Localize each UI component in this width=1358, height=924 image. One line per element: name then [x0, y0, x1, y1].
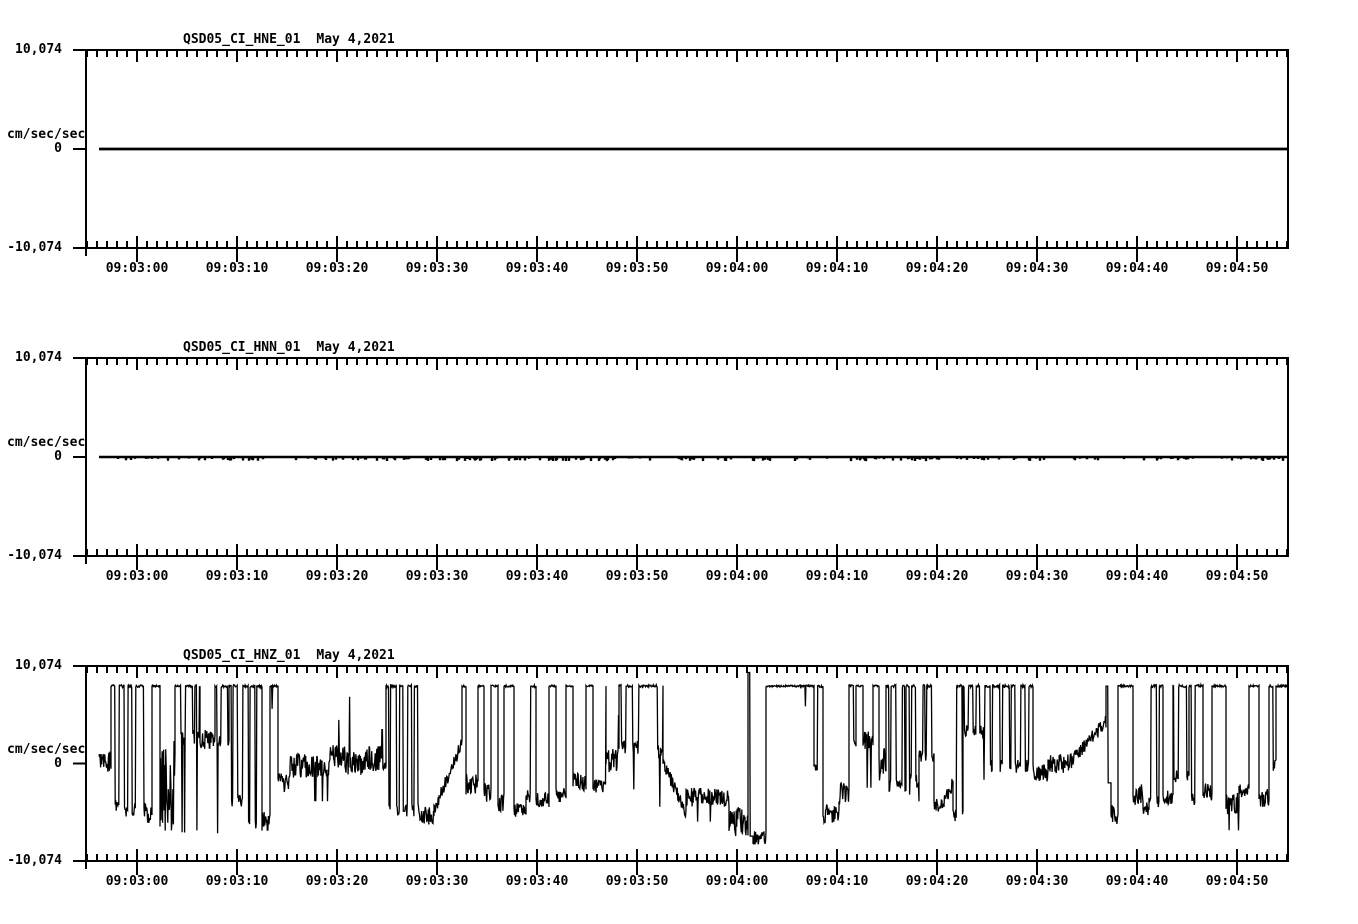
x-tick-label-hnn: 09:03:30	[405, 569, 469, 584]
x-tick-label-hne: 09:03:20	[305, 261, 369, 276]
panel-title-hnz	[183, 649, 395, 663]
date-label-hne: May 4,2021	[316, 32, 395, 47]
x-tick-label-hnn: 09:04:20	[905, 569, 969, 584]
x-tick-label-hne: 09:03:30	[405, 261, 469, 276]
panel-title-hne	[183, 33, 395, 47]
x-tick-label-hnz: 09:03:10	[205, 874, 269, 889]
waveform-trace-hnn	[99, 457, 1288, 461]
x-tick-label-hne: 09:03:00	[105, 261, 169, 276]
panel-hnn-axes	[73, 358, 1288, 570]
y-tick-label-hne: 10,074	[15, 42, 62, 57]
station-label-hnn: QSD05_CI_HNN_01	[183, 340, 301, 355]
y-tick-label-hnz: -10,074	[7, 853, 62, 868]
x-tick-label-hnz: 09:03:40	[505, 874, 569, 889]
x-tick-label-hnz: 09:03:20	[305, 874, 369, 889]
y-tick-label-hnn: 10,074	[15, 350, 62, 365]
date-label-hnn: May 4,2021	[316, 340, 395, 355]
x-tick-label-hne: 09:04:30	[1005, 261, 1069, 276]
x-tick-label-hnn: 09:03:40	[505, 569, 569, 584]
x-tick-label-hnn: 09:03:10	[205, 569, 269, 584]
y-axis-unit-label-hne: cm/sec/sec	[7, 127, 86, 142]
x-tick-label-hne: 09:03:40	[505, 261, 569, 276]
station-label-hne: QSD05_CI_HNE_01	[183, 32, 301, 47]
x-tick-label-hnn: 09:03:20	[305, 569, 369, 584]
x-tick-label-hnn: 09:04:30	[1005, 569, 1069, 584]
x-tick-label-hnn: 09:03:00	[105, 569, 169, 584]
x-tick-label-hne: 09:04:50	[1205, 261, 1269, 276]
y-axis-unit-label-hnz: cm/sec/sec	[7, 741, 86, 757]
y-tick-label-hnz: 0	[54, 755, 62, 771]
x-tick-label-hne: 09:03:10	[205, 261, 269, 276]
x-tick-label-hnz: 09:03:00	[105, 874, 169, 889]
x-tick-label-hnz: 09:04:50	[1205, 874, 1269, 889]
x-tick-label-hnz: 09:04:30	[1005, 874, 1069, 889]
x-tick-label-hnz: 09:04:10	[805, 874, 869, 889]
x-tick-label-hnn: 09:04:50	[1205, 569, 1269, 584]
y-tick-label-hne: 0	[54, 141, 62, 156]
x-tick-label-hnz: 09:04:40	[1105, 874, 1169, 889]
x-tick-label-hnn: 09:04:00	[705, 569, 769, 584]
waveform-trace-hnz	[99, 673, 1288, 845]
date-label-hnz: May 4,2021	[316, 648, 395, 663]
panel-hne-axes	[73, 50, 1288, 262]
x-tick-label-hne: 09:04:00	[705, 261, 769, 276]
x-tick-label-hnn: 09:03:50	[605, 569, 669, 584]
x-tick-label-hne: 09:03:50	[605, 261, 669, 276]
x-tick-label-hnn: 09:04:10	[805, 569, 869, 584]
y-tick-label-hnn: 0	[54, 449, 62, 464]
y-tick-label-hne: -10,074	[7, 240, 62, 255]
y-axis-unit-label-hnn: cm/sec/sec	[7, 435, 86, 450]
y-tick-label-hnz: 10,074	[15, 658, 62, 673]
station-label-hnz: QSD05_CI_HNZ_01	[183, 648, 301, 663]
y-tick-label-hnn: -10,074	[7, 548, 62, 563]
x-tick-label-hnz: 09:04:00	[705, 874, 769, 889]
x-tick-label-hne: 09:04:10	[805, 261, 869, 276]
x-tick-label-hne: 09:04:40	[1105, 261, 1169, 276]
x-tick-label-hnz: 09:03:30	[405, 874, 469, 889]
x-tick-label-hnz: 09:03:50	[605, 874, 669, 889]
x-tick-label-hnn: 09:04:40	[1105, 569, 1169, 584]
x-tick-label-hne: 09:04:20	[905, 261, 969, 276]
x-tick-label-hnz: 09:04:20	[905, 874, 969, 889]
panel-title-hnn	[183, 341, 395, 355]
